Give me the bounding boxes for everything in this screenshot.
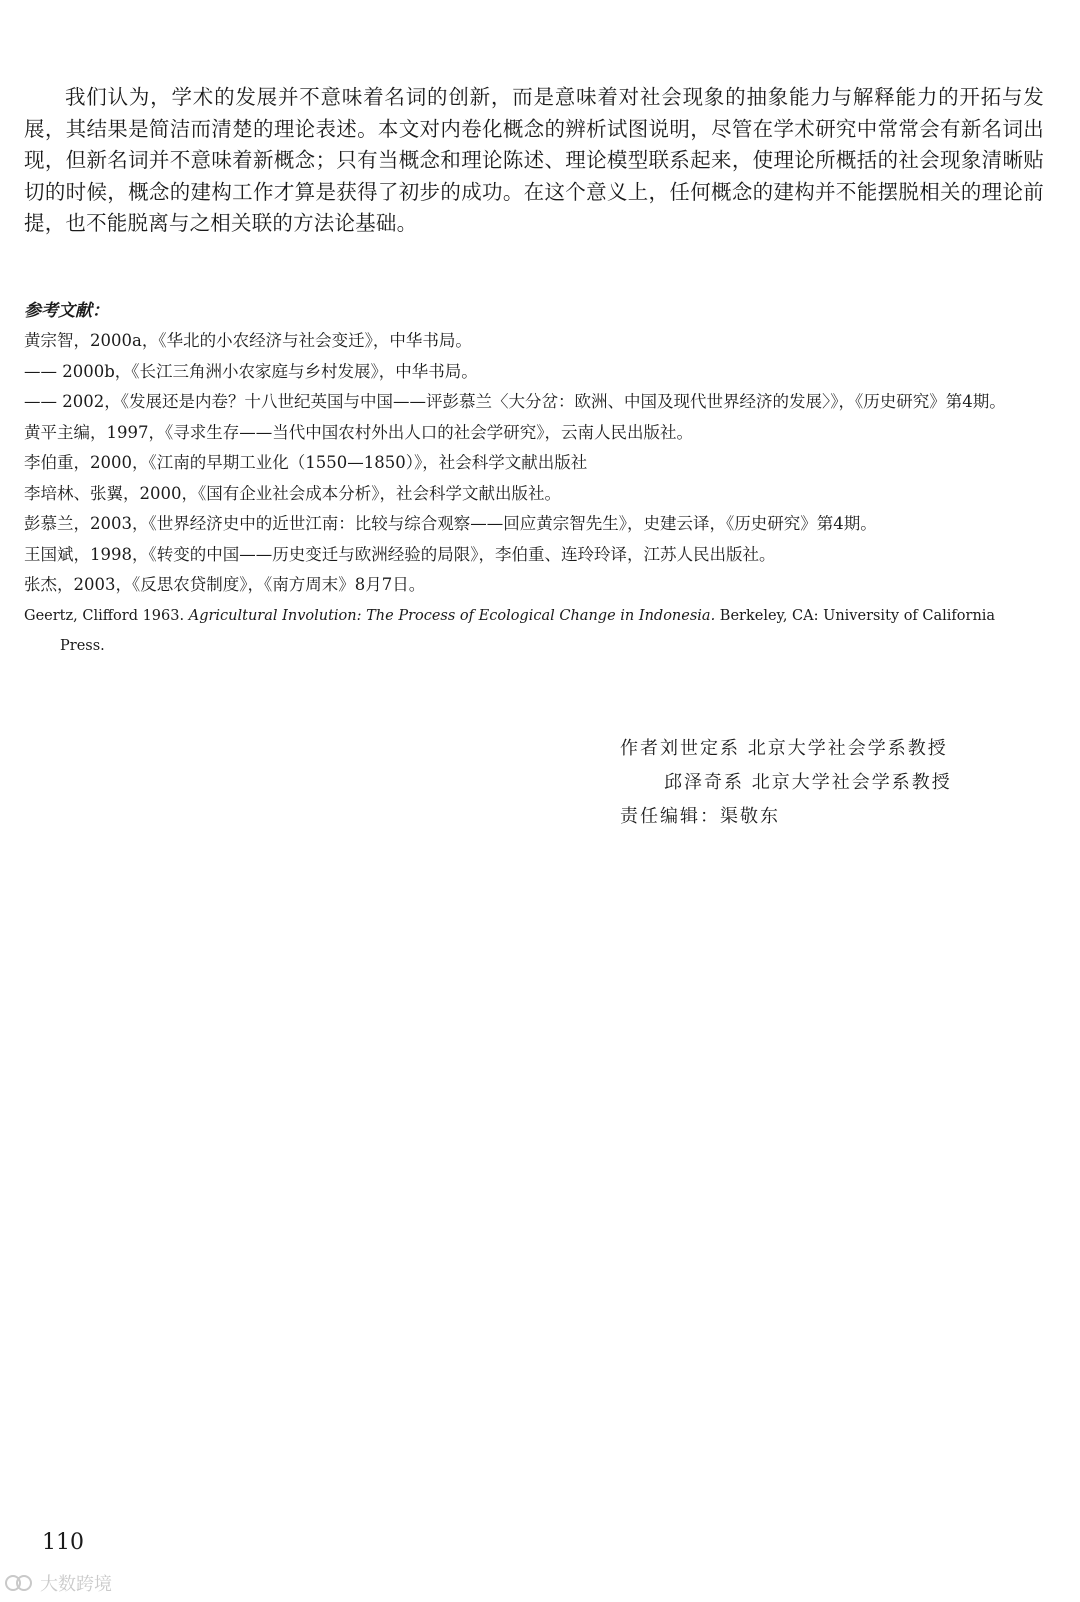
reference-item: —— 2002，《发展还是内卷？十八世纪英国与中国——评彭慕兰〈大分岔：欧洲、中国及现代世界经济的发展〉》，《历史研究》第4期。 (24, 392, 1006, 411)
reference-item: 黄平主编，1997，《寻求生存——当代中国农村外出人口的社会学研究》，云南人民出版社。 (24, 422, 693, 442)
watermark-logo-icon (4, 1572, 34, 1594)
watermark-text: 大数跨境 (40, 1574, 112, 1595)
reference-item: —— 2000b，《长江三角洲小农家庭与乡村发展》，中华书局。 (24, 361, 478, 381)
reference-item: 黄宗智，2000a，《华北的小农经济与社会变迁》，中华书局。 (24, 331, 472, 350)
references-heading: 参考文献： (24, 301, 109, 321)
reference-item: 王国斌，1998，《转变的中国——历史变迁与欧洲经验的局限》，李伯重、连玲玲译，江苏人民出版社。 (24, 544, 776, 564)
references-list (24, 326, 1044, 662)
watermark (4, 1570, 112, 1596)
concluding-paragraph: 我们认为，学术的发展并不意味着名词的创新，而是意味着对社会现象的抽象能力与解释能力的开拓与发展，其结果是简洁而清楚的理论表述。本文对内卷化概念的辨析试图说明，尽管在学术研究中常常会有新名词出现，但新名词并不意味着新概念；只有当概念和理论陈述、理论模型联系起来，使理论所概括的社会现象清晰贴切的时候，概念的建构工作才算是获得了初步的成功。在这个意义上，任何概念的建构并不能摆脱相关的理论前提，也不能脱离与之相关联的方法论基础。 (24, 85, 1044, 235)
reference-title: Agricultural Involution: The Process of Ecological Change in Indonesia. (188, 607, 716, 624)
author-info (620, 732, 952, 834)
author-line-1: 作者刘世定系 北京大学社会学系教授 (620, 738, 948, 759)
reference-item: 李培林、张翼，2000，《国有企业社会成本分析》，社会科学文献出版社。 (24, 483, 561, 503)
editor-line: 责任编辑：渠敬东 (620, 806, 780, 827)
reference-publisher: Berkeley, CA: University of California Press. (60, 607, 996, 654)
reference-item: 彭慕兰，2003，《世界经济史中的近世江南：比较与综合观察——回应黄宗智先生》，史建云译，《历史研究》第4期。 (24, 514, 877, 533)
reference-author: Geertz, Clifford 1963. (24, 607, 189, 624)
page-number: 110 (42, 1530, 84, 1555)
reference-item: 李伯重，2000，《江南的早期工业化（1550—1850）》，社会科学文献出版社 (24, 453, 588, 472)
reference-item-english (24, 601, 1044, 662)
author-line-2: 邱泽奇系 北京大学社会学系教授 (664, 772, 952, 793)
reference-item: 张杰，2003，《反思农贷制度》，《南方周末》8月7日。 (24, 575, 426, 594)
